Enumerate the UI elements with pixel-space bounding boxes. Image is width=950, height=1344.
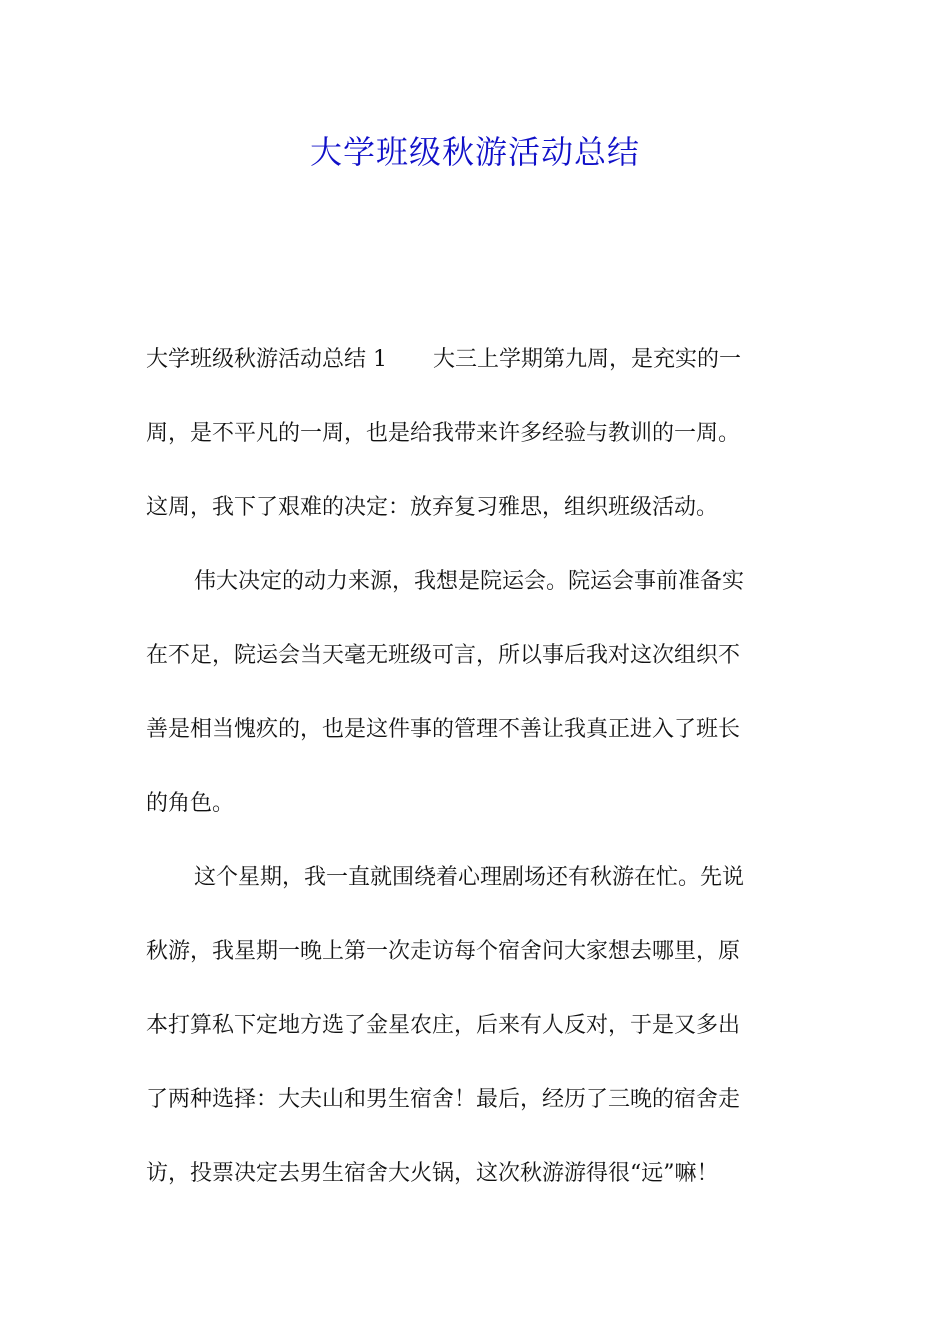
paragraph-3-line-4: 了两种选择：大夫山和男生宿舍！最后，经历了三晚的宿舍走 [146,1087,741,1112]
paragraph-3-line-2: 秋游，我星期一晚上第一次走访每个宿舍问大家想去哪里，原 [146,939,741,964]
paragraph-3-line-1: 这个星期，我一直就围绕着心理剧场还有秋游在忙。先说 [194,865,745,890]
paragraph-3-line-3: 本打算私下定地方选了金星农庄，后来有人反对，于是又多出 [146,1013,741,1038]
paragraph-2-line-3: 善是相当愧疚的，也是这件事的管理不善让我真正进入了班长 [146,717,741,742]
paragraph-2-line-4: 的角色。 [146,791,235,816]
paragraph-1-line-1 [146,338,806,412]
document-title: 大学班级秋游活动总结 [309,133,640,171]
paragraph-3-line-5: 访，投票决定去男生宿舍大火锅，这次秋游游得很“远”嘛！ [146,1161,719,1186]
paragraph-2-line-2: 在不足，院运会当天毫无班级可言，所以事后我对这次组织不 [146,643,741,668]
paragraph-2-line-1: 伟大决定的动力来源，我想是院运会。院运会事前准备实 [194,569,745,594]
section-heading: 大学班级秋游活动总结 1 [146,347,387,372]
paragraph-1-line-2: 周，是不平凡的一周，也是给我带来许多经验与教训的一周。 [146,421,741,446]
document-body [146,338,806,1226]
paragraph-1-line-3: 这周，我下了艰难的决定：放弃复习雅思，组织班级活动。 [146,495,719,520]
line-text: 大三上学期第九周，是充实的一 [433,347,742,372]
